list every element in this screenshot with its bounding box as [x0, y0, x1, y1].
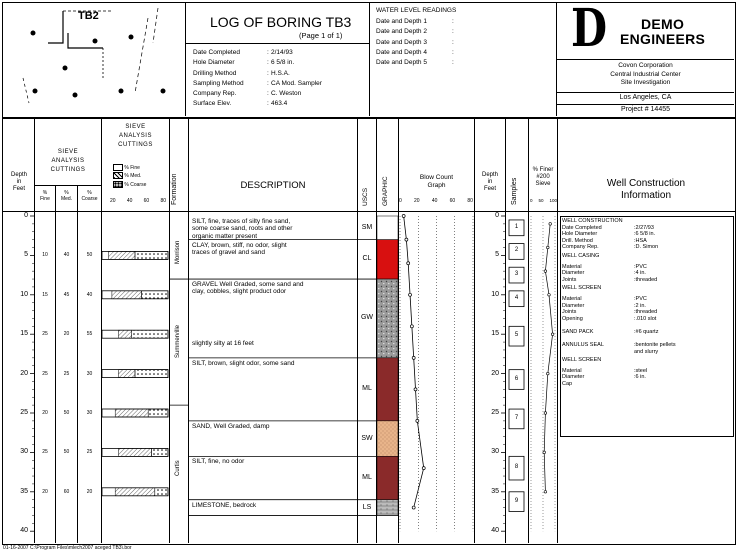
well-row: Opening :.010 slot	[562, 315, 657, 322]
layer-uscs: SM	[361, 223, 373, 231]
logo-letter: D	[571, 0, 608, 59]
sieve-med-value: 40	[63, 252, 70, 259]
info-colon: :	[267, 69, 269, 77]
layer-description: CLAY, brown, stiff, no odor, slight traces of gravel and sand	[192, 241, 287, 256]
info-value: 6 5/8 in.	[271, 59, 295, 67]
blow-tick: 20	[414, 198, 420, 204]
info-colon: :	[267, 90, 269, 98]
log-title: LOG OF BORING TB3	[210, 14, 352, 30]
well-screen2-title: WELL SCREEN	[562, 357, 602, 364]
layer-description: SILT, fine, traces of silty fine sand, some coarse sand, roots and other organic matter present	[192, 218, 293, 240]
info-label: Company Rep.	[193, 90, 237, 98]
layer-uscs: GW	[360, 314, 374, 322]
depth-tick-label: 35	[20, 487, 28, 495]
annulus-seal-cont: and slurry	[634, 348, 659, 355]
water-label: Date and Depth 1	[376, 18, 427, 25]
sieve2-header: SIEVE ANALYSIS CUTTINGS	[118, 124, 153, 148]
finer-header: % Finer #200 Sieve	[532, 167, 554, 187]
page-number: (Page 1 of 1)	[299, 31, 343, 40]
info-label: Drilling Method	[193, 69, 237, 77]
layer-description: GRAVEL Well Graded, some sand and clay, cobbles, slight product odor	[192, 281, 304, 296]
formation-name: Summerville	[175, 325, 181, 359]
info-label: Sampling Method	[193, 79, 244, 87]
blow-tick: 60	[449, 198, 456, 204]
info-colon: :	[267, 79, 269, 87]
water-label: Date and Depth 3	[376, 38, 427, 46]
sample-number: 5	[514, 332, 519, 339]
water-colon: :	[452, 18, 454, 25]
sample-number: 7	[514, 414, 519, 421]
depth-header: Depth in Feet	[10, 172, 27, 192]
layer-description: SILT, brown, slight odor, some sand	[192, 359, 295, 367]
depth-tick-label: 5	[24, 251, 28, 259]
layer-uscs: SW	[361, 434, 373, 442]
sieve-med-value: 50	[63, 410, 70, 416]
info-label: Surface Elev.	[193, 100, 232, 108]
depth2-tick-label: 15	[491, 330, 499, 338]
samples-header: Samples	[511, 177, 518, 205]
sieve-sub-med: % Med.	[60, 190, 73, 202]
sieve-coarse-value: 30	[86, 410, 93, 416]
well-row: Diameter :4 in.	[562, 270, 646, 277]
depth2-tick-label: 40	[491, 527, 499, 535]
well-row: Diameter :6 in.	[562, 374, 646, 381]
depth2-tick-label: 30	[491, 448, 499, 456]
well-row: Material :PVC	[562, 263, 647, 270]
info-label: Date Completed	[193, 49, 240, 56]
sieve-coarse-value: 50	[86, 252, 93, 259]
well-screen-title: WELL SCREEN	[562, 285, 602, 292]
annulus-seal-row: ANNULUS SEAL :bentonite pellets	[562, 341, 676, 348]
well-row: Joints :threaded	[562, 276, 658, 283]
well-row: Hole Diameter :6 5/8 in.	[562, 231, 656, 238]
description-header: DESCRIPTION	[240, 180, 306, 191]
layer-uscs: ML	[362, 385, 372, 393]
layer-description-note: slightly silty at 16 feet	[192, 340, 254, 348]
info-value: H.S.A.	[271, 69, 290, 77]
sample-number: 2	[514, 247, 519, 254]
depth-tick-label: 30	[20, 448, 28, 456]
sieve-med-value: 25	[63, 370, 70, 377]
depth2-tick-label: 0	[495, 212, 499, 219]
well-row: Material :PVC	[562, 295, 647, 302]
sieve-med-value: 45	[63, 291, 70, 298]
well-row: Diameter :2 in.	[562, 302, 646, 309]
depth2-tick-label: 25	[491, 409, 499, 416]
well-row: Date Completed :2/27/93	[562, 224, 654, 231]
finer-tick: 50	[538, 198, 544, 203]
sieve-header: SIEVE ANALYSIS CUTTINGS	[50, 149, 86, 173]
sieve-coarse-value: 55	[86, 331, 93, 338]
finer-tick: 0	[530, 198, 533, 203]
info-colon: :	[267, 49, 269, 56]
sieve-sub-fine: % Fine	[40, 190, 50, 202]
sieve-coarse-value: 30	[86, 370, 93, 377]
sieve-fine-value: 25	[42, 370, 48, 377]
footer-text: 01-16-2007 C:\Program Files\mlech2007 aceged TB3\.bor	[3, 545, 132, 551]
depth2-header: Depth in Feet	[481, 172, 498, 192]
blow-tick: 80	[467, 198, 473, 204]
sieve2-tick: 60	[143, 198, 150, 204]
info-colon: :	[267, 100, 269, 108]
layer-uscs: LS	[362, 503, 372, 511]
sample-number: 9	[514, 497, 519, 504]
graphic-header: GRAPHIC	[382, 176, 389, 206]
formation-name: Morrison	[175, 240, 181, 264]
depth2-tick-label: 10	[491, 290, 499, 298]
well-casing-title: WELL CASING	[562, 252, 600, 259]
city: Los Angeles, CA	[619, 94, 672, 101]
sieve-coarse-value: 25	[86, 449, 93, 456]
water-colon: :	[452, 59, 454, 67]
sample-number: 6	[514, 375, 519, 382]
blow-tick: 0	[399, 198, 402, 204]
well-row: Drill. Method :HSA	[562, 237, 647, 244]
info-label: Hole Diameter	[193, 59, 235, 67]
logo-line2: ENGINEERS	[620, 31, 706, 47]
sieve2-tick: 40	[126, 198, 133, 204]
depth-tick-label: 0	[24, 212, 28, 219]
depth-tick-label: 40	[20, 527, 28, 535]
sieve-fine-value: 25	[42, 331, 48, 338]
water-label: Date and Depth 5	[376, 59, 427, 67]
well-construction-title: WELL CONSTRUCTION	[562, 218, 623, 224]
sieve-med-value: 50	[63, 449, 70, 456]
sieve-fine-value: 25	[42, 449, 48, 456]
info-value: 2/14/93	[271, 49, 293, 56]
depth-tick-label: 15	[20, 330, 28, 338]
layer-uscs: ML	[362, 474, 372, 481]
depth-tick-label: 10	[20, 290, 28, 298]
info-value: 463.4	[271, 100, 288, 108]
well-row: Company Rep. :D. Simon	[562, 244, 659, 251]
water-colon: :	[452, 48, 454, 56]
legend-fine: % Fine	[113, 164, 146, 172]
sieve2-tick: 80	[160, 198, 166, 204]
sieve-coarse-value: 40	[86, 291, 93, 298]
layer-description: LIMESTONE, bedrock	[192, 501, 257, 509]
sand-pack-row: SAND PACK :#6 quartz	[562, 329, 659, 336]
sieve-coarse-value: 20	[86, 488, 93, 495]
depth-tick-label: 20	[20, 369, 28, 377]
water-colon: :	[452, 38, 454, 46]
project-number: Project # 14455	[620, 106, 671, 113]
layer-description: SAND, Well Graded, damp	[192, 422, 270, 430]
depth2-tick-label: 20	[491, 369, 499, 377]
well-info	[562, 218, 676, 387]
layer-description: SILT, fine, no odor	[192, 458, 245, 466]
sieve-med-value: 60	[63, 488, 70, 495]
sample-number: 3	[514, 271, 519, 278]
well-header: Well Construction Information	[606, 178, 686, 201]
logo-line1: DEMO	[641, 16, 685, 32]
formation-name: Curtis	[175, 460, 181, 477]
water-label: Date and Depth 2	[376, 28, 427, 36]
client-site: Central Industrial Center	[610, 70, 681, 78]
sieve-fine-value: 20	[42, 410, 48, 416]
depth2-tick-label: 35	[491, 487, 499, 495]
sample-number: 8	[514, 464, 519, 471]
depth2-tick-label: 5	[495, 251, 499, 259]
blow-header: Blow Count Graph	[419, 174, 454, 189]
sample-number: 4	[514, 294, 519, 301]
blow-tick: 40	[431, 198, 438, 204]
sieve2-tick: 20	[110, 198, 116, 204]
info-colon: :	[267, 59, 269, 67]
sieve-fine-value: 10	[42, 252, 48, 259]
legend-coarse: % Coarse	[113, 181, 146, 189]
sample-number: 1	[514, 223, 519, 230]
water-colon: :	[452, 28, 454, 36]
depth-tick-label: 25	[20, 409, 28, 416]
sieve-sub-coarse: % Coarse	[81, 190, 98, 202]
client-name: Covon Corporation	[618, 62, 673, 69]
info-value: CA Mod. Sampler	[271, 79, 322, 87]
sieve-fine-value: 20	[42, 488, 48, 495]
well-row: Material :steel	[562, 367, 648, 374]
info-value: C. Weston	[271, 90, 302, 98]
client-project: Site Investigation	[620, 79, 671, 86]
sieve-fine-value: 15	[42, 291, 48, 298]
well-row: Joints :threaded	[562, 309, 658, 316]
well-row: Cap	[562, 380, 573, 387]
layer-uscs: CL	[362, 255, 372, 263]
legend-med: % Med.	[113, 172, 146, 180]
water-label: Date and Depth 4	[376, 48, 427, 56]
uscs-header: USCS	[362, 187, 369, 206]
formation-header: Formation	[171, 173, 178, 205]
finer-tick: 100	[549, 198, 557, 203]
water-title: WATER LEVEL READINGS	[376, 7, 457, 14]
sieve-med-value: 20	[63, 331, 70, 338]
site-map-label: TB2	[78, 10, 99, 22]
